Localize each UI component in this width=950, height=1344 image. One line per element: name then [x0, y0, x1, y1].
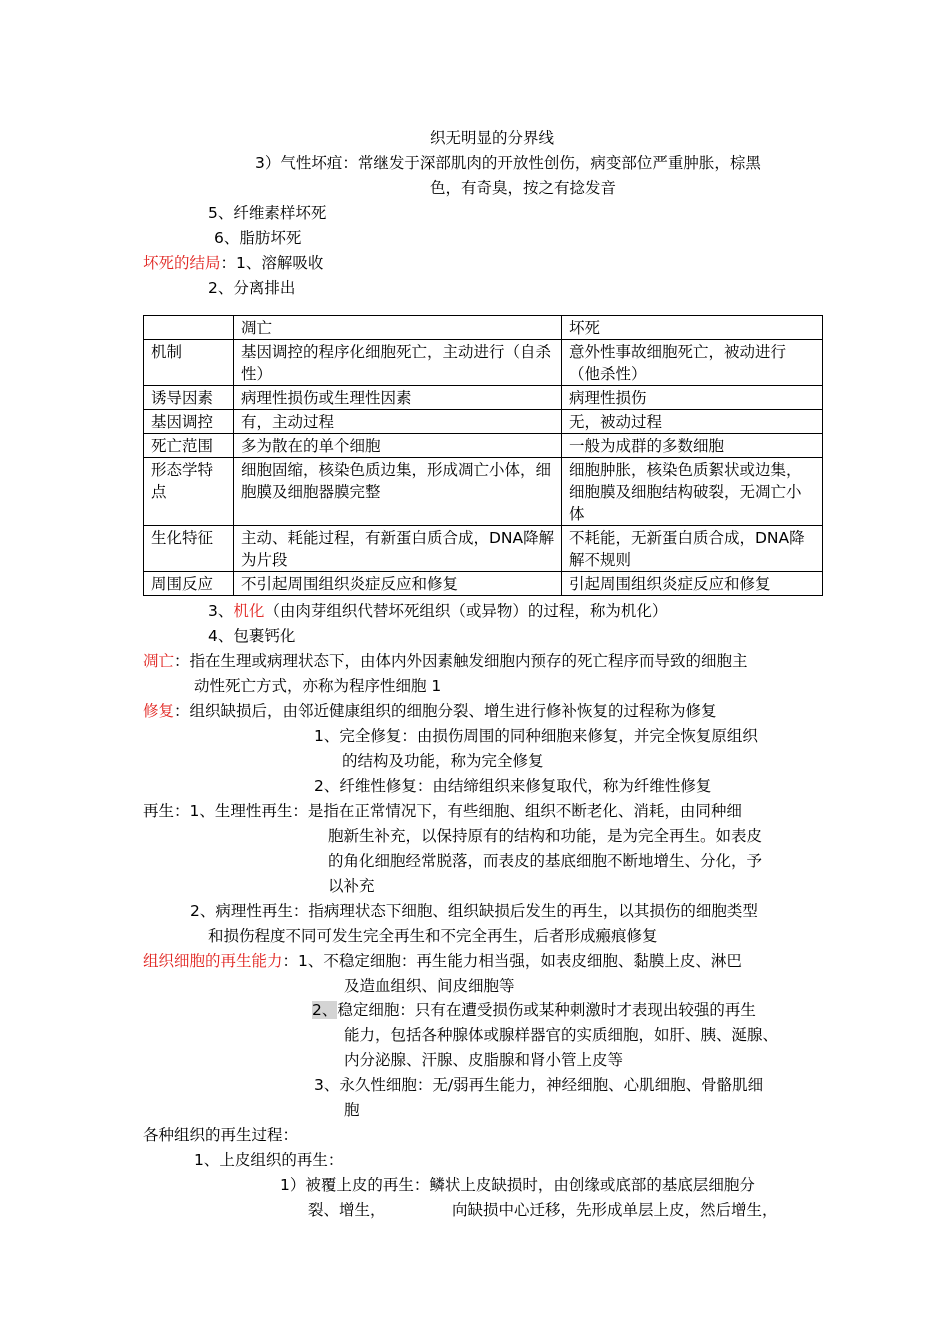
- repair-def-line: [143, 701, 717, 721]
- table-row: [144, 526, 823, 572]
- table-cell: 不引起周围组织炎症反应和修复: [234, 572, 562, 596]
- table-header-cell: 坏死: [562, 316, 823, 340]
- table-header-cell: [144, 316, 234, 340]
- physiological-regen-line-3: 的角化细胞经常脱落，而表皮的基底细胞不断地增生、分化，予: [328, 852, 763, 870]
- permanent-cells-line-1: 3、永久性细胞：无/弱再生能力，神经细胞、心肌细胞、骨骼肌细: [314, 1076, 764, 1094]
- necrosis-outcome-label: 坏死的结局: [143, 254, 221, 272]
- table-cell: 病理性损伤: [562, 386, 823, 410]
- table-row: [144, 434, 823, 458]
- encapsulation-line: 4、包裹钙化: [208, 627, 296, 645]
- table-cell: 周围反应: [144, 572, 234, 596]
- table-header-cell: 凋亡: [234, 316, 562, 340]
- stable-cells-num: 2、: [312, 1001, 338, 1019]
- complete-repair-line-1: 1、完全修复：由损伤周围的同种细胞来修复，并完全恢复原组织: [314, 727, 758, 745]
- physiological-regen-line-1: 再生：1、生理性再生：是指在正常情况下，有些细胞、组织不断老化、消耗，由同种细: [143, 802, 742, 820]
- table-row: [144, 386, 823, 410]
- table-cell: 细胞固缩，核染色质边集，形成凋亡小体，细胞膜及细胞器膜完整: [234, 458, 562, 526]
- gas-gangrene-line-1: 3）气性坏疽：常继发于深部肌肉的开放性创伤，病变部位严重肿胀，棕黑: [255, 154, 761, 172]
- table-cell: 一般为成群的多数细胞: [562, 434, 823, 458]
- regen-capacity-label: 组织细胞的再生能力: [143, 952, 283, 970]
- table-cell: 意外性事故细胞死亡，被动进行（他杀性）: [562, 340, 823, 386]
- apoptosis-def-line-2: 动性死亡方式，亦称为程序性细胞 1: [194, 677, 442, 695]
- table-cell: 细胞肿胀，核染色质絮状或边集，细胞膜及细胞结构破裂，无凋亡小体: [562, 458, 823, 526]
- organization-line: [208, 601, 667, 621]
- fibrous-repair-line: 2、纤维性修复：由结缔组织来修复取代，称为纤维性修复: [314, 777, 712, 795]
- table-row: [144, 458, 823, 526]
- covering-epithelium-line-2a: 裂、增生，: [308, 1201, 386, 1219]
- complete-repair-line-2: 的结构及功能，称为完全修复: [342, 752, 544, 770]
- labile-cells-def: ：1、不稳定细胞：再生能力相当强，如表皮细胞、黏膜上皮、淋巴: [282, 952, 742, 970]
- regen-capacity-line-1: [143, 951, 742, 971]
- item-fat-necrosis: 6、脂肪坏死: [214, 229, 302, 247]
- table-cell: 机制: [144, 340, 234, 386]
- table-row: [144, 572, 823, 596]
- apoptosis-def-line-1: [143, 651, 748, 671]
- table-cell: 主动、耗能过程，有新蛋白质合成，DNA降解为片段: [234, 526, 562, 572]
- apoptosis-necrosis-table: [143, 315, 823, 596]
- table-cell: 病理性损伤或生理性因素: [234, 386, 562, 410]
- item-fibrinoid-necrosis: 5、纤维素样坏死: [208, 204, 327, 222]
- stable-cells-line-2: 能力，包括各种腺体或腺样器官的实质细胞，如肝、胰、涎腺、: [344, 1026, 779, 1044]
- table-cell: 多为散在的单个细胞: [234, 434, 562, 458]
- pathological-regen-line-1: 2、病理性再生：指病理状态下细胞、组织缺损后发生的再生，以其损伤的细胞类型: [190, 902, 758, 920]
- table-cell: 引起周围组织炎症反应和修复: [562, 572, 823, 596]
- pathological-regen-line-2: 和损伤程度不同可发生完全再生和不完全再生，后者形成瘢痕修复: [208, 927, 658, 945]
- physiological-regen-line-4: 以补充: [328, 877, 375, 895]
- organization-num: 3、: [208, 602, 234, 620]
- organization-term: 机化: [233, 602, 265, 620]
- repair-label: 修复: [143, 702, 175, 720]
- table-header-row: [144, 316, 823, 340]
- covering-epithelium-line-2b: 向缺损中心迁移，先形成单层上皮，然后增生，: [452, 1201, 778, 1219]
- labile-cells-line-2: 及造血组织、间皮细胞等: [344, 977, 515, 995]
- table-row: [144, 410, 823, 434]
- table-cell: 基因调控: [144, 410, 234, 434]
- apoptosis-label: 凋亡: [143, 652, 175, 670]
- table-cell: 基因调控的程序化细胞死亡，主动进行（自杀性）: [234, 340, 562, 386]
- table-cell: 有，主动过程: [234, 410, 562, 434]
- necrosis-outcome-1: ：1、溶解吸收: [220, 254, 324, 272]
- stable-cells-line-3: 内分泌腺、汗腺、皮脂腺和肾小管上皮等: [344, 1051, 624, 1069]
- stable-cells-line-1: [312, 1000, 756, 1020]
- covering-epithelium-line-1: 1）被覆上皮的再生：鳞状上皮缺损时，由创缘或底部的基底层细胞分: [280, 1176, 755, 1194]
- physiological-regen-line-2: 胞新生补充，以保持原有的结构和功能，是为完全再生。如表皮: [328, 827, 763, 845]
- epithelium-regen-heading: 1、上皮组织的再生：: [194, 1151, 344, 1169]
- line-tissue-boundary: 织无明显的分界线: [430, 129, 555, 147]
- table-cell: 死亡范围: [144, 434, 234, 458]
- regen-process-title: 各种组织的再生过程：: [143, 1126, 299, 1144]
- repair-def: ：组织缺损后，由邻近健康组织的细胞分裂、增生进行修补恢复的过程称为修复: [174, 702, 717, 720]
- organization-def: （由肉芽组织代替坏死组织（或异物）的过程，称为机化）: [264, 602, 668, 620]
- necrosis-outcome-line: [143, 253, 323, 273]
- table-cell: 形态学特点: [144, 458, 234, 526]
- table-cell: 不耗能，无新蛋白质合成，DNA降解不规则: [562, 526, 823, 572]
- permanent-cells-line-2: 胞: [344, 1101, 360, 1119]
- table-row: [144, 340, 823, 386]
- table-cell: 生化特征: [144, 526, 234, 572]
- stable-cells-def: 稳定细胞：只有在遭受损伤或某种刺激时才表现出较强的再生: [337, 1001, 756, 1019]
- table-cell: 诱导因素: [144, 386, 234, 410]
- necrosis-outcome-2: 2、分离排出: [208, 279, 296, 297]
- gas-gangrene-line-2: 色，有奇臭，按之有捻发音: [430, 179, 617, 197]
- table-cell: 无，被动过程: [562, 410, 823, 434]
- apoptosis-def-1: ：指在生理或病理状态下，由体内外因素触发细胞内预存的死亡程序而导致的细胞主: [174, 652, 748, 670]
